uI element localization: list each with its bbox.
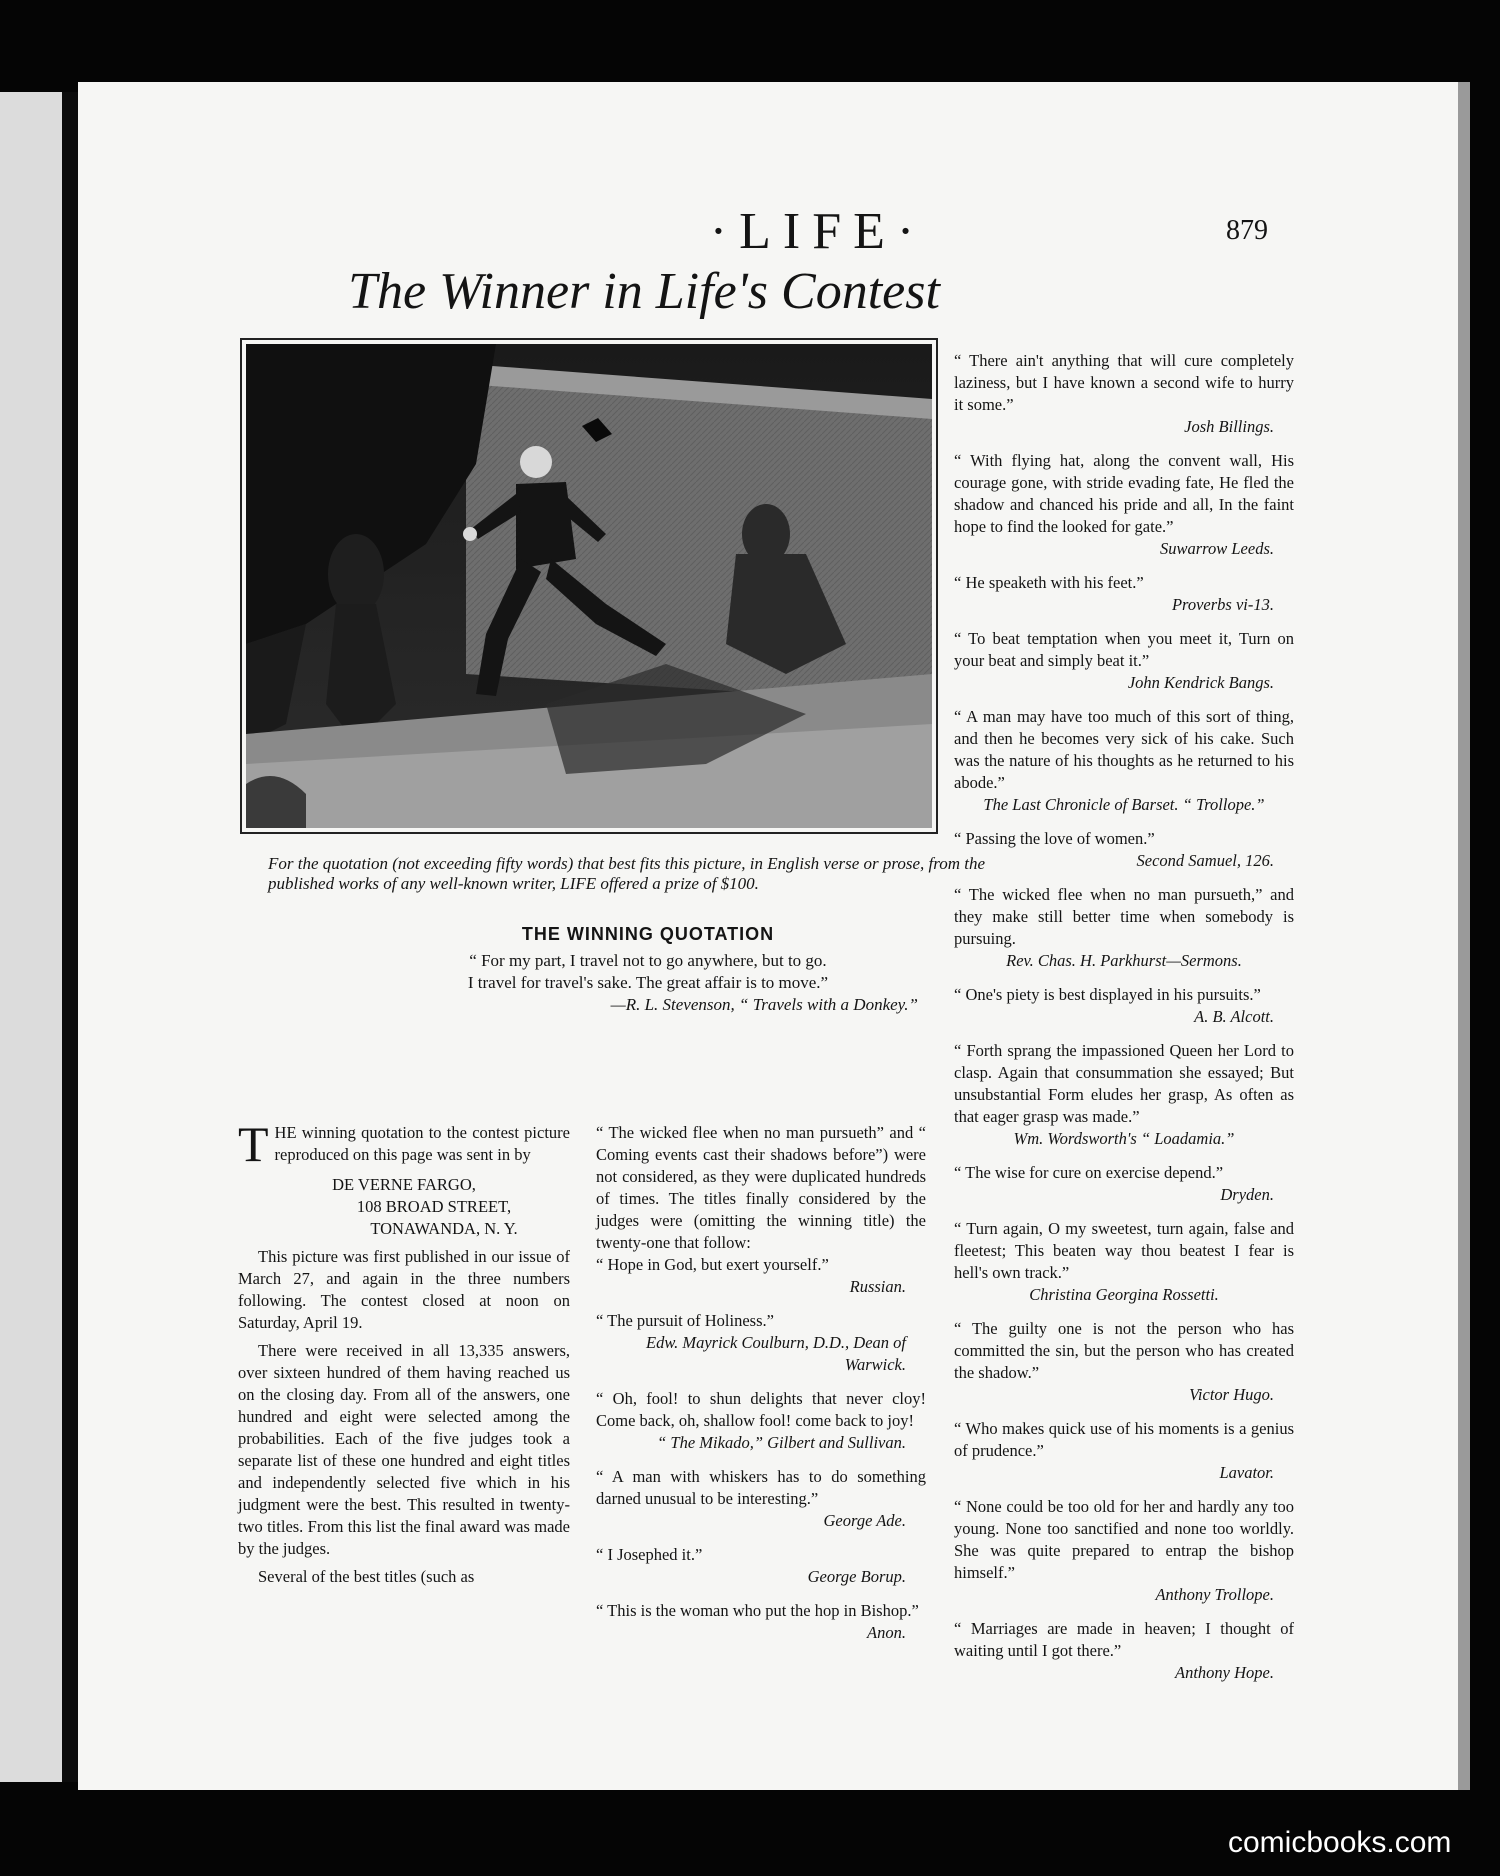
- quote-item: “ I Josephed it.” George Borup.: [596, 1545, 906, 1586]
- quote-item: “ The wise for cure on exercise depend.” Dryden.: [954, 1163, 1274, 1204]
- quote-item: “ None could be too old for her and hardly any too young. None too sanctified and none too worldly. She was quite prepared to entrap the bishop himself.” Anthony Trollope.: [954, 1497, 1294, 1604]
- quote-item: “ To beat temptation when you meet it, Turn on your beat and simply beat it.” John Kendrick Bangs.: [954, 629, 1294, 692]
- article-paragraph-4: “ The wicked flee when no man pursueth” and “ Coming events cast their shadows before”) were not considered, as they were duplicated hundreds of times. The titles finally considered by the judges were (omitting the winning title) the twenty-one that follow:: [596, 1123, 926, 1252]
- quote-item: “ Turn again, O my sweetest, turn again, false and fleetest; This beaten way thou beatest I fear is hell's own track.” Christina Georgina Rossetti.: [954, 1219, 1294, 1304]
- quote-item: “ This is the woman who put the hop in Bishop.” Anon.: [596, 1601, 919, 1642]
- quote-item: “ One's piety is best displayed in his pursuits.” A. B. Alcott.: [954, 985, 1274, 1026]
- winner-street: 108 BROAD STREET,: [356, 1197, 512, 1216]
- winner-city: TONAWANDA, N. Y.: [370, 1219, 518, 1238]
- quote-item: “ A man may have too much of this sort of thing, and then he becomes very sick of his cake. Such was the nature of his thoughts as he returned to his abode.” The Last Chronicle of Barset. “ Trollope.”: [954, 707, 1294, 814]
- quote-item: “ Forth sprang the impassioned Queen her Lord to clasp. Again that consummation she essayed; But unsubstantial Form eludes her grasp, As often as that eager grasp was made.” Wm. Wordsworth's “ Loadamia.”: [954, 1041, 1294, 1148]
- quote-item: “ The pursuit of Holiness.” Edw. Mayrick Coulburn, D.D., Dean of Warwick.: [596, 1311, 906, 1374]
- contest-illustration: [240, 338, 938, 834]
- quote-item: “ Oh, fool! to shun delights that never cloy! Come back, oh, shallow fool! come back to joy! “ The Mikado,” Gilbert and Sullivan.: [596, 1389, 926, 1452]
- quote-item: “ A man with whiskers has to do something darned unusual to be interesting.” George Ade.: [596, 1467, 926, 1530]
- article-intro: HE winning quotation to the contest picture reproduced on this page was sent in by: [274, 1123, 570, 1164]
- winner-name: DE VERNE FARGO,: [332, 1175, 476, 1194]
- figure-caption: For the quotation (not exceeding fifty words) that best fits this picture, in English verse or prose, from the published works of any well-known writer, LIFE offered a prize of $100.: [268, 854, 986, 893]
- quote-item: “ He speaketh with his feet.” Proverbs vi-13.: [954, 573, 1274, 614]
- quote-item: “ The guilty one is not the person who has committed the sin, but the person who has created the shadow.” Victor Hugo.: [954, 1319, 1294, 1404]
- quote-item: “ Hope in God, but exert yourself.” Russian.: [596, 1255, 906, 1296]
- winning-quotation: [268, 950, 1028, 1016]
- magazine-page: [78, 82, 1458, 1790]
- site-watermark: comicbooks.com: [1228, 1826, 1452, 1859]
- page-number: 879: [1226, 215, 1268, 246]
- winning-quote-attribution: —R. L. Stevenson, “ Travels with a Donkey.”: [610, 995, 918, 1014]
- winning-quote-line-1: “ For my part, I travel not to go anywhere, but to go.: [469, 951, 827, 970]
- masthead: ·LIFE·: [709, 203, 927, 260]
- article-column-1: [238, 1116, 570, 1588]
- drop-cap: T: [238, 1116, 269, 1172]
- headline: The Winner in Life's Contest: [348, 263, 940, 320]
- quote-item: “ With flying hat, along the convent wall, His courage gone, with stride evading fate, He fled the shadow and chanced his pride and all, In the faint hope to find the looked for gate.” Suwarrow Leeds.: [954, 451, 1294, 558]
- winner-address: [238, 1174, 570, 1240]
- quote-item: “ Passing the love of women.” Second Samuel, 126.: [954, 829, 1274, 870]
- quote-item: “ Who makes quick use of his moments is a genius of prudence.” Lavator.: [954, 1419, 1294, 1482]
- quote-list-col3: [954, 350, 1294, 1696]
- quote-item: “ The wicked flee when no man pursueth,” and they make still better time when somebody is pursuing. Rev. Chas. H. Parkhurst—Sermons.: [954, 885, 1294, 970]
- article-column-2: [596, 1122, 926, 1656]
- winning-quotation-heading: THE WINNING QUOTATION: [521, 924, 775, 944]
- article-paragraph-3: Several of the best titles (such as: [258, 1567, 475, 1586]
- winning-quote-line-2: I travel for travel's sake. The great affair is to move.”: [467, 973, 829, 992]
- quote-list-col2: [596, 1254, 926, 1644]
- book-spine: [62, 92, 78, 1782]
- article-paragraph-2: There were received in all 13,335 answers, over sixteen hundred of them having reached us on the closing day. From all of the answers, one hundred and eight were selected among the probabilities. Each of the five judges took a separate list of these one hundred and eight titles and independently selected five which in his judgment were the best. This resulted in twenty-two titles. From this list the final award was made by the judges.: [238, 1341, 570, 1558]
- quote-item: “ Marriages are made in heaven; I thought of waiting until I got there.” Anthony Hope.: [954, 1619, 1294, 1682]
- running-man-illustration: [246, 344, 932, 828]
- adjacent-page-edge: [0, 92, 62, 1782]
- page-edge-right: [1458, 82, 1470, 1790]
- article-paragraph-1: This picture was first published in our issue of March 27, and again in the three numbers following. The contest closed at noon on Saturday, April 19.: [238, 1247, 570, 1332]
- quote-item: “ There ain't anything that will cure completely laziness, but I have known a second wife to hurry it some.” Josh Billings.: [954, 351, 1294, 436]
